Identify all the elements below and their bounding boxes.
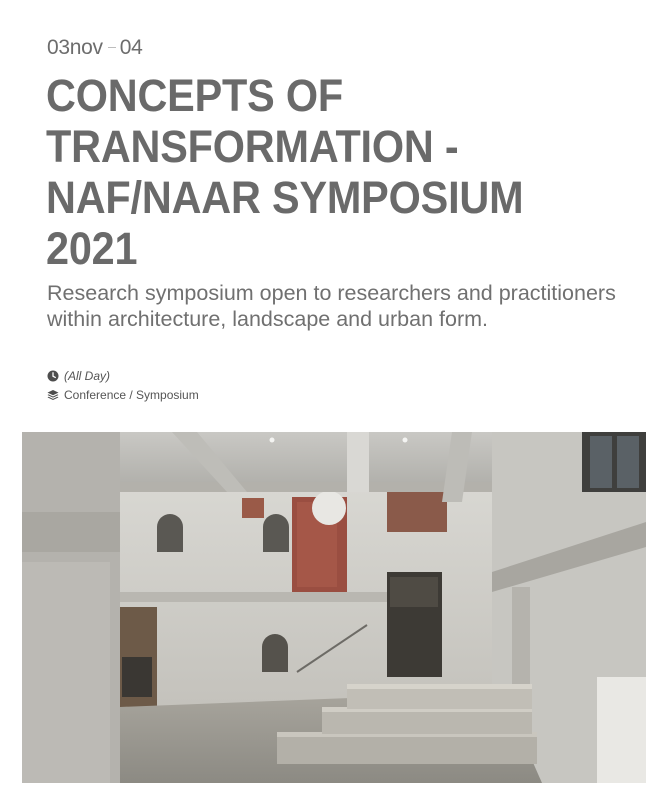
hall-interior-image — [22, 432, 646, 783]
event-date-start: 03nov — [47, 36, 103, 59]
event-title: CONCEPTS OF TRANSFORMATION - NAF/NAAR SYMPOSIUM 2021 — [46, 70, 524, 274]
event-time-label: (All Day) — [64, 369, 111, 383]
layers-icon — [47, 389, 59, 401]
event-subtitle: Research symposium open to researchers and practitioners within architecture, landscape and urban form. — [47, 281, 616, 331]
event-time — [47, 369, 110, 383]
event-category-link[interactable]: Conference / Symposium — [64, 388, 199, 402]
event-category — [47, 388, 199, 402]
event-date-range — [47, 36, 142, 60]
date-separator — [108, 47, 116, 48]
event-date-end: 04 — [119, 36, 143, 59]
event-hero-image — [22, 432, 646, 783]
clock-icon — [47, 370, 59, 382]
